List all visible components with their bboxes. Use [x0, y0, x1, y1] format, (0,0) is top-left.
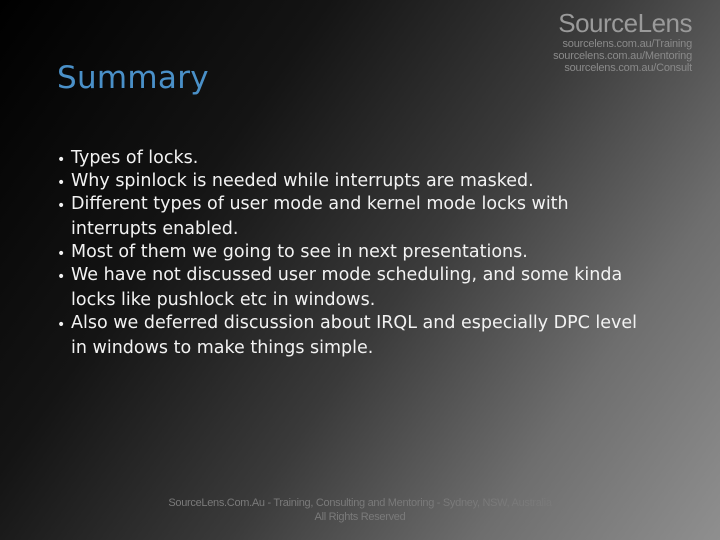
brand-link-training[interactable]: sourcelens.com.au/Training [562, 38, 692, 50]
slide-title: Summary [57, 60, 209, 96]
bullet-glyph: • [57, 152, 66, 168]
bullet-text: Types of locks. [71, 148, 199, 168]
brand-name: SourceLens [558, 8, 692, 38]
bullet-text: Most of them we going to see in next presentations. [71, 242, 528, 262]
bullet-item [57, 192, 657, 242]
bullet-text: Also we deferred discussion about IRQL and especially DPC level in windows to make things simple. [71, 313, 638, 358]
bullet-item [57, 311, 657, 361]
bullet-item [57, 169, 657, 194]
bullet-item [57, 240, 657, 265]
bullet-item [57, 263, 657, 313]
footer-rights-line: All Rights Reserved [314, 511, 406, 523]
bullet-text: We have not discussed user mode scheduling, and some kinda locks like pushlock etc in windows. [71, 265, 623, 310]
bullet-item [57, 146, 657, 171]
bullet-glyph: • [57, 175, 66, 191]
footer-copyright-line: SourceLens.Com.Au - Training, Consulting and Mentoring - Sydney, NSW, Australia [168, 497, 552, 509]
bullet-glyph: • [57, 198, 66, 214]
bullet-text: Why spinlock is needed while interrupts are masked. [71, 171, 534, 191]
footer [0, 496, 720, 524]
bullet-text: Different types of user mode and kernel mode locks with interrupts enabled. [71, 194, 569, 239]
bullet-glyph: • [57, 246, 66, 262]
bullet-glyph: • [57, 317, 66, 333]
bullet-glyph: • [57, 269, 66, 285]
bullet-list [57, 146, 657, 359]
brand-logo [522, 8, 692, 74]
brand-link-consult[interactable]: sourcelens.com.au/Consult [564, 62, 692, 74]
brand-link-mentoring[interactable]: sourcelens.com.au/Mentoring [553, 50, 692, 62]
